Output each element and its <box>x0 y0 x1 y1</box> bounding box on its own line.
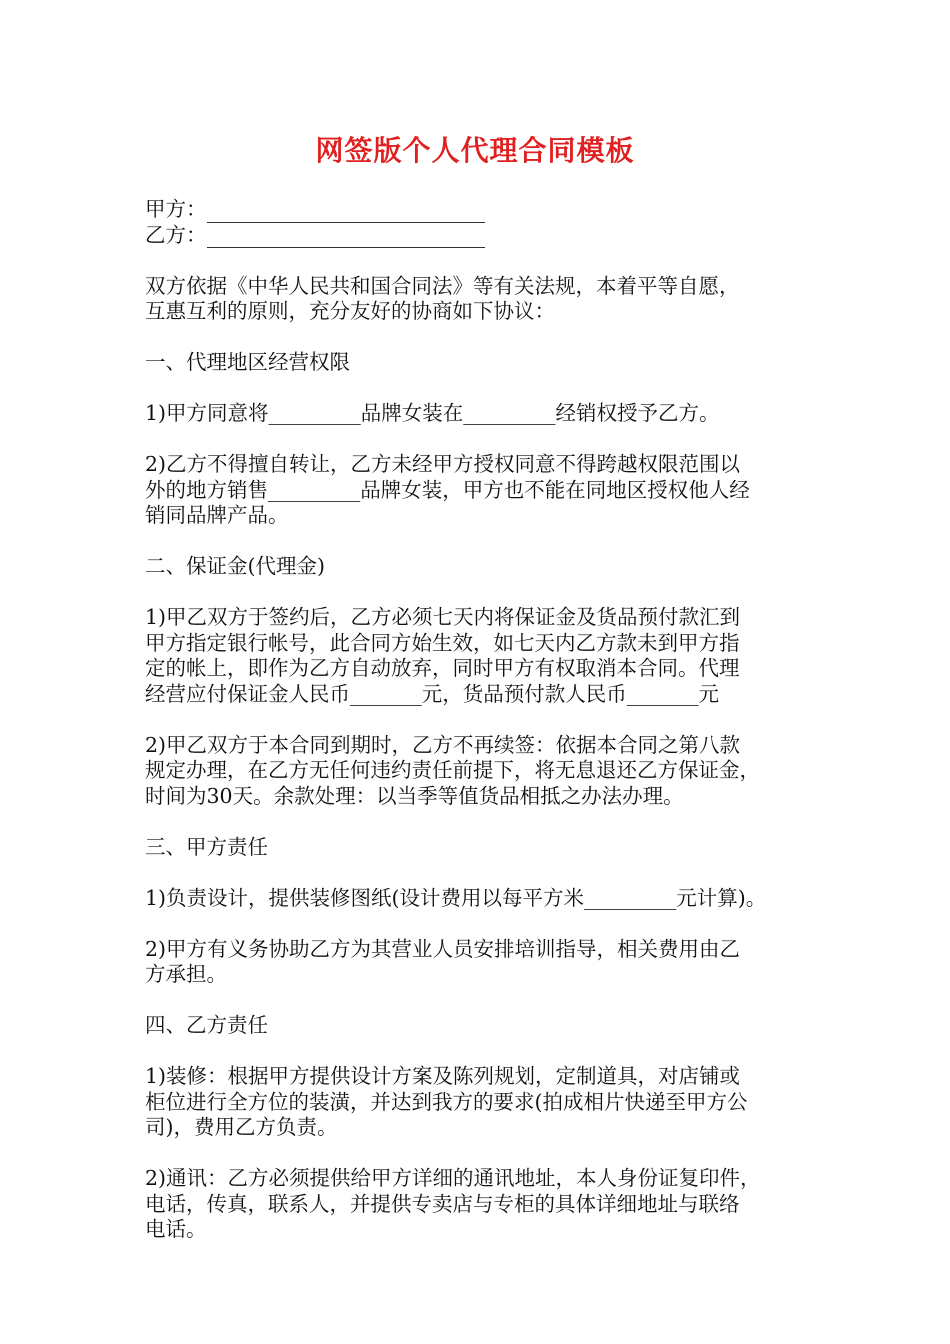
text-line: 四、乙方责任 <box>145 1013 268 1037</box>
paragraph-gap <box>145 1039 810 1065</box>
text-line: 方承担。 <box>145 962 227 986</box>
paragraph-gap <box>145 707 810 733</box>
text-line: 2)通讯：乙方必须提供给甲方详细的通讯地址，本人身份证复印件， <box>145 1166 761 1190</box>
text-line: 电话。 <box>145 1217 207 1241</box>
party-a-line <box>145 197 810 223</box>
text-line: 销同品牌产品。 <box>145 503 289 527</box>
text-line: 1)甲方同意将_________品牌女装在_________经销权授予乙方。 <box>145 401 720 425</box>
paragraph-gap <box>145 911 810 937</box>
paragraph-gap <box>145 248 810 274</box>
party-b-blank <box>207 228 485 248</box>
party-b-line <box>145 223 810 249</box>
paragraph-gap <box>145 860 810 886</box>
party-a-blank <box>207 203 485 223</box>
party-a-label: 甲方： <box>145 197 207 221</box>
text-line: 2)甲乙双方于本合同到期时，乙方不再续签：依据本合同之第八款 <box>145 732 741 757</box>
text-line: 1)负责设计，提供装修图纸(设计费用以每平方米_________元计算)。 <box>145 885 767 910</box>
paragraph-gap <box>145 580 810 606</box>
document-body <box>145 197 810 1243</box>
paragraph-gap <box>145 529 810 555</box>
text-line: 司)，费用乙方负责。 <box>145 1115 338 1139</box>
text-line: 时间为30天。余款处理：以当季等值货品相抵之办法办理。 <box>145 783 684 808</box>
text-line: 甲方指定银行帐号，此合同方始生效，如七天内乙方款未到甲方指 <box>145 630 740 655</box>
text-line: 二、保证金(代理金) <box>145 554 325 578</box>
paragraph-gap <box>145 988 810 1014</box>
text-line: 规定办理，在乙方无任何违约责任前提下，将无息退还乙方保证金， <box>145 758 760 782</box>
text-line: 互惠互利的原则，充分友好的协商如下协议： <box>145 299 555 323</box>
party-b-label: 乙方： <box>145 222 207 247</box>
text-line: 外的地方销售_________品牌女装，甲方也不能在同地区授权他人经 <box>145 477 750 502</box>
text-line: 2)甲方有义务协助乙方为其营业人员安排培训指导，相关费用由乙 <box>145 936 741 961</box>
text-line: 1)装修：根据甲方提供设计方案及陈列规划，定制道具，对店铺或 <box>145 1064 741 1088</box>
text-line: 一、代理地区经营权限 <box>145 350 350 374</box>
text-line: 双方依据《中华人民共和国合同法》等有关法规，本着平等自愿， <box>145 273 740 298</box>
text-line: 柜位进行全方位的装潢，并达到我方的要求(拍成相片快递至甲方公 <box>145 1089 748 1114</box>
text-line: 定的帐上，即作为乙方自动放弃，同时甲方有权取消本合同。代理 <box>145 656 740 680</box>
paragraph-gap <box>145 376 810 402</box>
text-line: 三、甲方责任 <box>145 834 268 859</box>
document-title: 网签版个人代理合同模板 <box>315 134 635 167</box>
text-line: 2)乙方不得擅自转让，乙方未经甲方授权同意不得跨越权限范围以 <box>145 452 741 476</box>
text-line: 1)甲乙双方于签约后，乙方必须七天内将保证金及货品预付款汇到 <box>145 605 741 629</box>
text-line: 电话，传真，联系人，并提供专卖店与专柜的具体详细地址与联络 <box>145 1191 740 1216</box>
paragraph-gap <box>145 1141 810 1167</box>
paragraph-gap <box>145 325 810 351</box>
text-line: 经营应付保证金人民币_______元，货品预付款人民币_______元 <box>145 681 719 706</box>
paragraph-gap <box>145 427 810 453</box>
paragraph-gap <box>145 809 810 835</box>
